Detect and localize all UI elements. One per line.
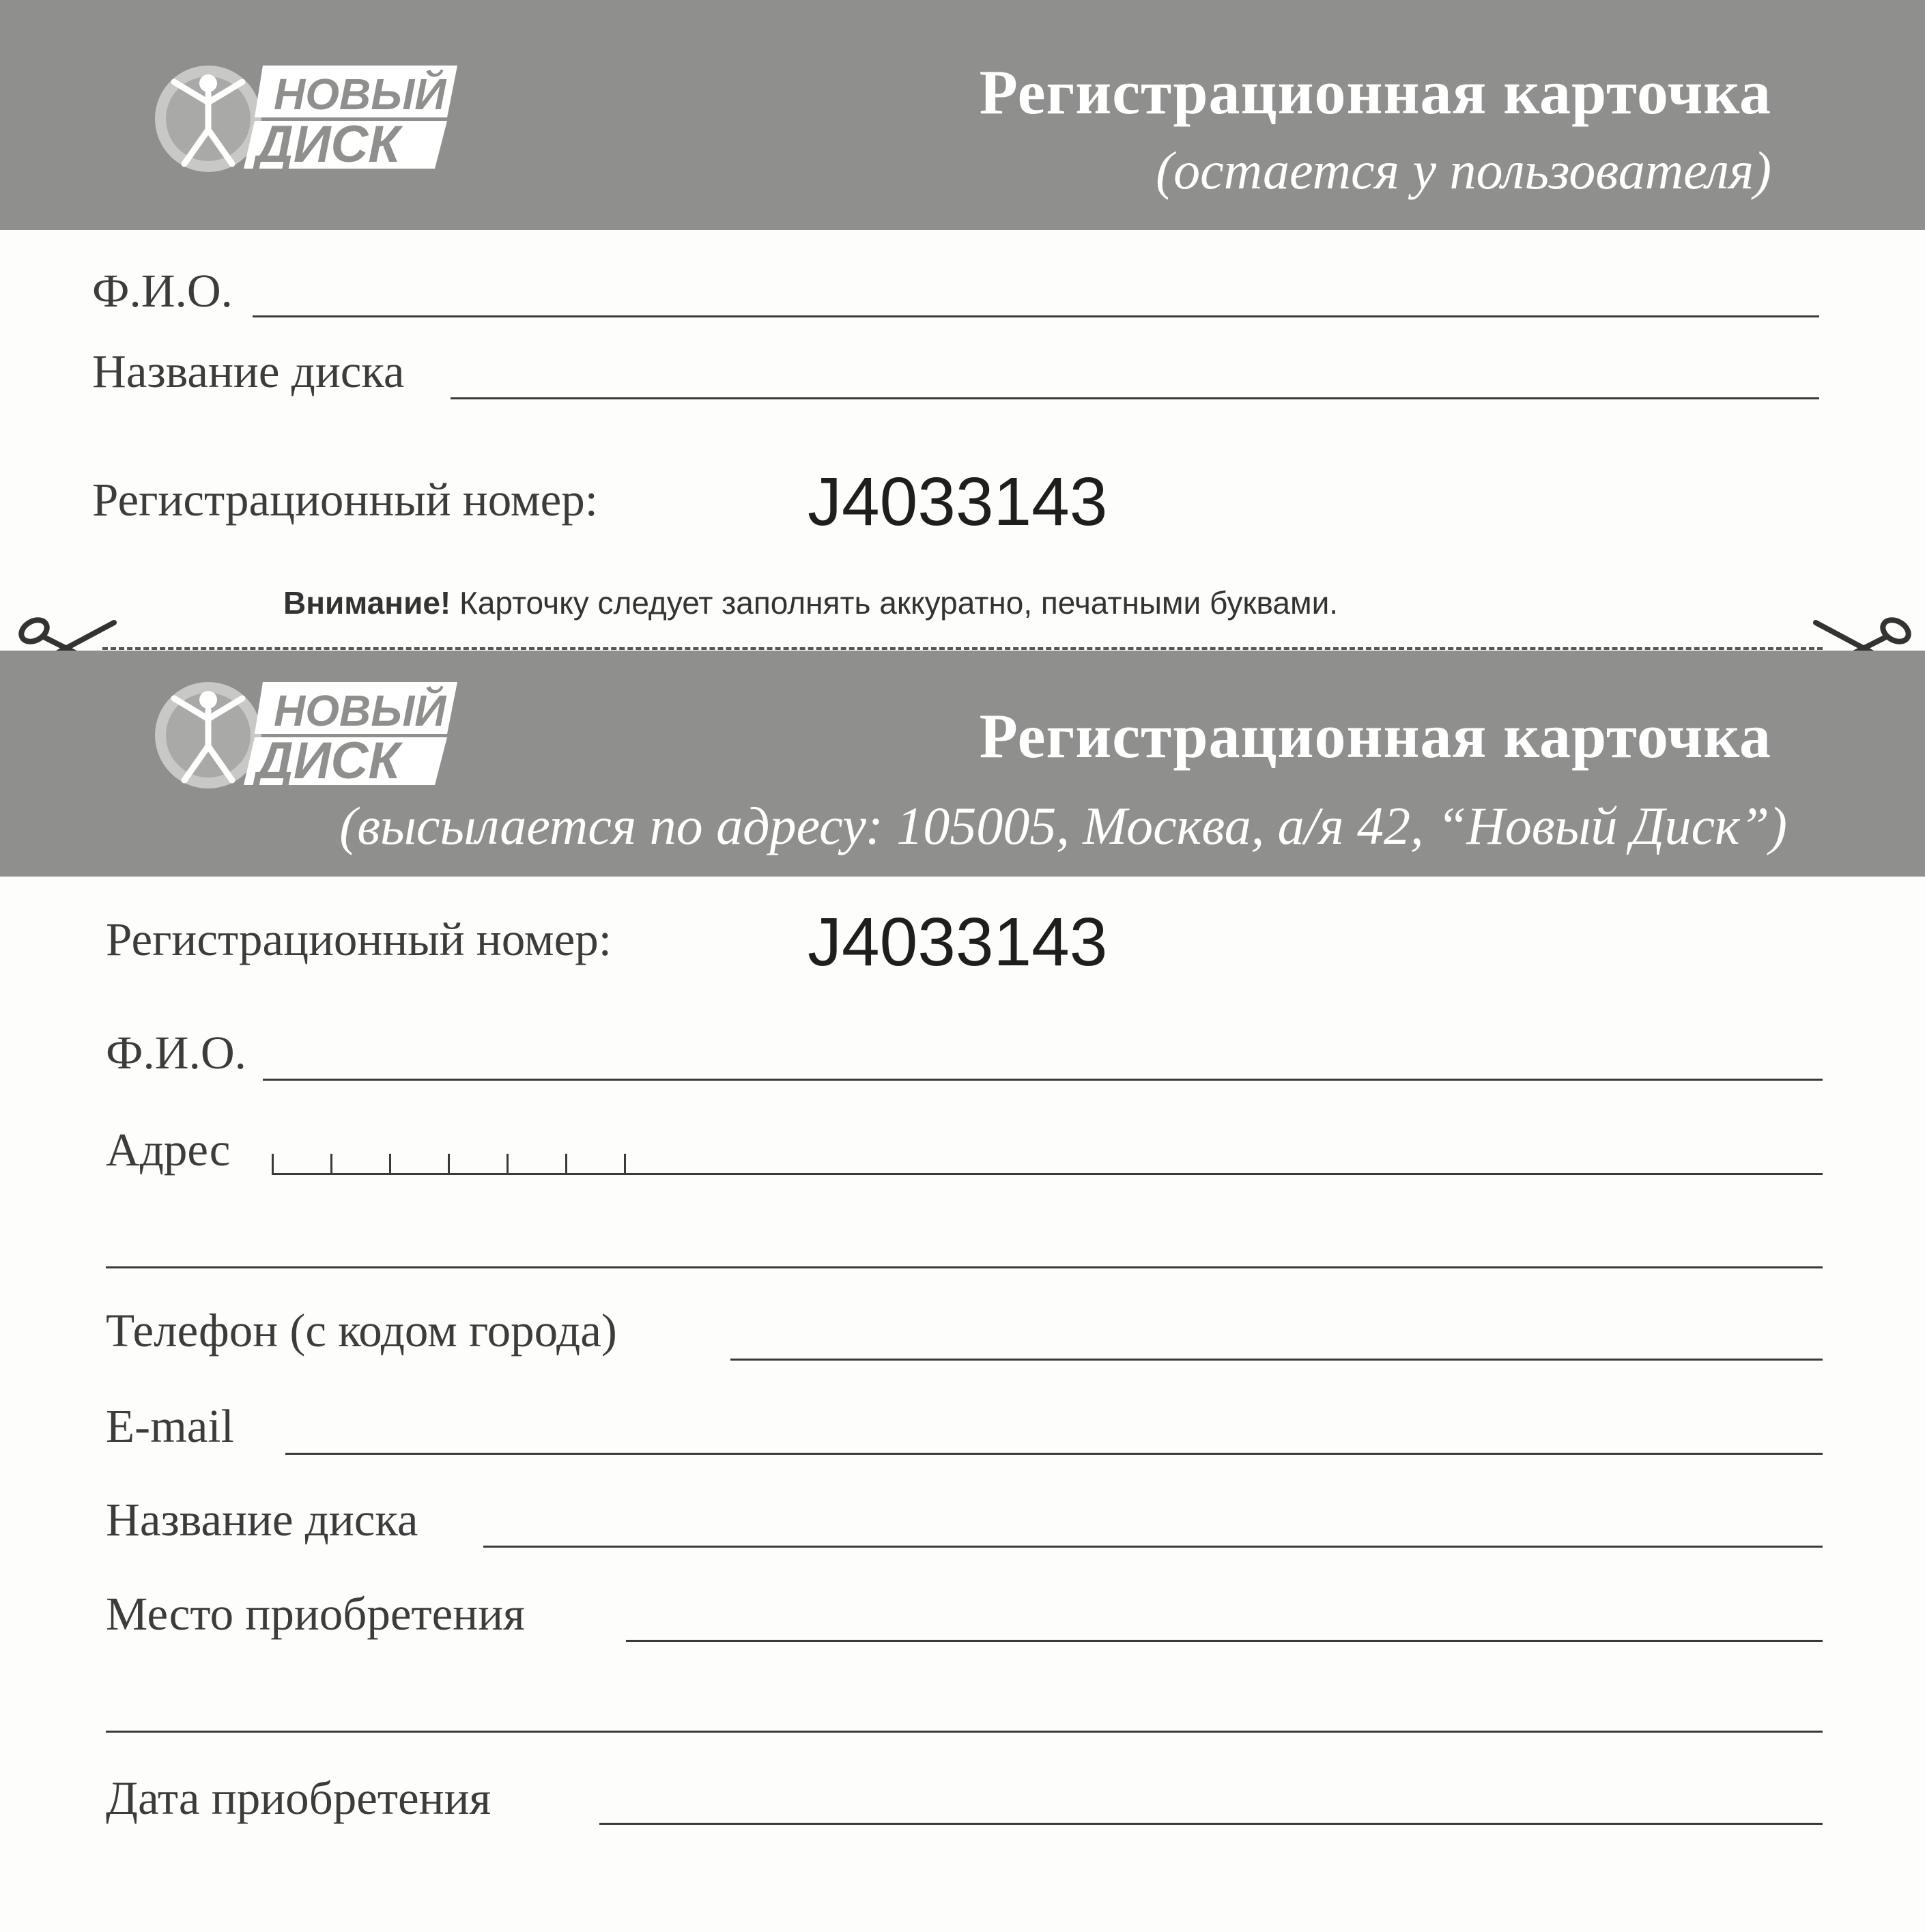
logo-line2: ДИСК (256, 115, 401, 173)
phone-field[interactable] (730, 1359, 1823, 1361)
fill-notice (283, 587, 1338, 619)
address-label: Адрес (106, 1124, 231, 1176)
top-fio-label: Ф.И.О. (92, 265, 233, 317)
bottom-disc-label: Название диска (106, 1494, 418, 1546)
place-field-line2[interactable] (106, 1731, 1823, 1733)
cut-line (102, 647, 1823, 650)
address-field-line2[interactable] (106, 1266, 1823, 1268)
postal-box-tick (330, 1154, 332, 1174)
email-label: E-mail (106, 1400, 234, 1452)
novy-disk-logo (154, 672, 461, 795)
address-field[interactable] (272, 1173, 1823, 1175)
top-fio-field[interactable] (253, 315, 1819, 317)
email-field[interactable] (285, 1453, 1823, 1455)
postal-box-tick (624, 1154, 626, 1174)
logo-line2: ДИСК (256, 732, 401, 790)
place-field[interactable] (626, 1640, 1823, 1642)
date-label: Дата приобретения (106, 1772, 491, 1824)
top-regnum-value: J4033143 (808, 464, 1108, 540)
top-card-title: Регистрационная карточка (979, 57, 1771, 127)
bottom-card-title: Регистрационная карточка (979, 701, 1771, 771)
notice-strong: Внимание! (283, 585, 451, 621)
top-disc-field[interactable] (451, 397, 1819, 399)
postal-box-tick (565, 1154, 567, 1174)
logo-line1: НОВЫЙ (274, 70, 446, 119)
phone-label: Телефон (с кодом города) (106, 1305, 617, 1356)
postal-box-tick (272, 1154, 274, 1174)
bottom-fio-label: Ф.И.О. (106, 1027, 246, 1079)
bottom-disc-field[interactable] (483, 1546, 1823, 1548)
top-disc-label: Название диска (92, 345, 405, 397)
logo-graphic (154, 672, 461, 795)
notice-text: Карточку следует заполнять аккуратно, печатными буквами. (451, 585, 1339, 621)
postal-box-tick (389, 1154, 391, 1174)
logo-graphic (154, 56, 461, 179)
postal-box-tick (507, 1154, 509, 1174)
top-regnum-label: Регистрационный номер: (92, 474, 598, 526)
date-field[interactable] (599, 1823, 1823, 1825)
novy-disk-logo (154, 56, 461, 179)
bottom-card-subtitle: (высылается по адресу: 105005, Москва, а/я 42, “Новый Диск”) (339, 796, 1787, 855)
top-card-subtitle: (остается у пользователя) (1156, 141, 1771, 200)
bottom-regnum-label: Регистрационный номер: (106, 913, 612, 965)
logo-line1: НОВЫЙ (274, 686, 446, 735)
bottom-regnum-value: J4033143 (808, 904, 1108, 980)
bottom-fio-field[interactable] (263, 1079, 1823, 1081)
place-label: Место приобретения (106, 1588, 525, 1640)
postal-box-tick (448, 1154, 450, 1174)
